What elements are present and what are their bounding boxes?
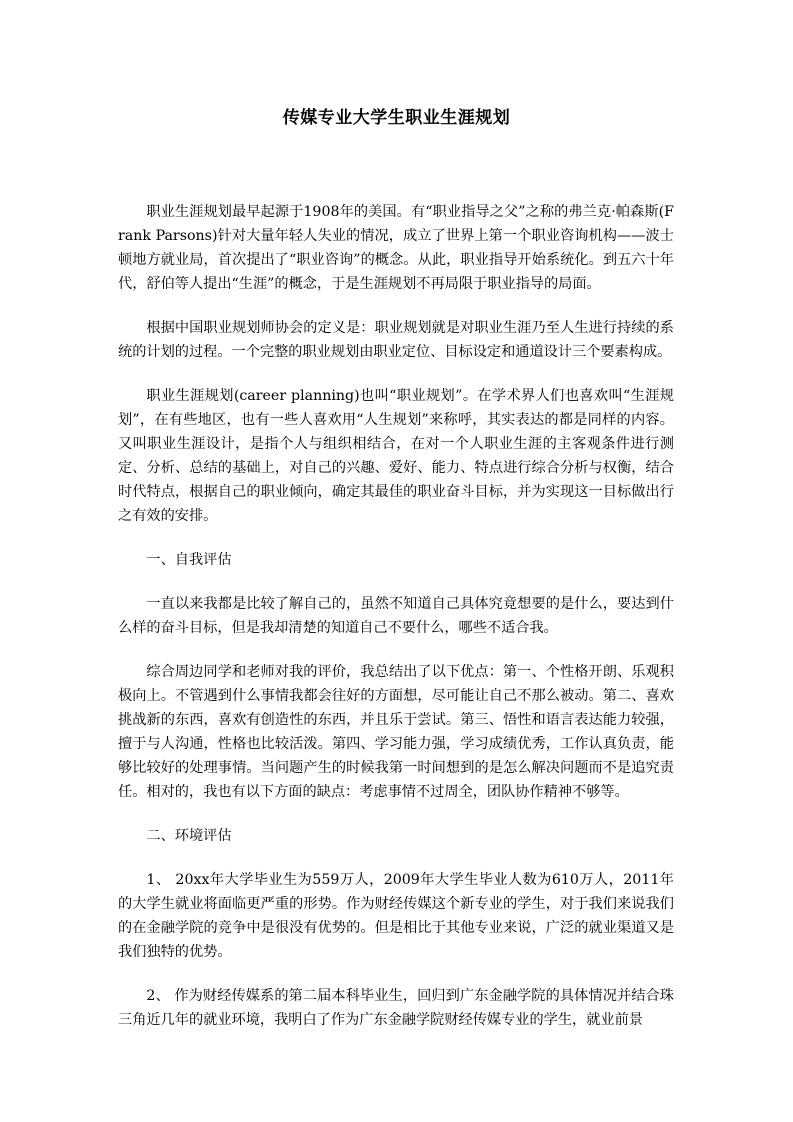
section-heading-self-assessment: 一、自我评估 bbox=[146, 552, 232, 568]
intro-paragraph-1: 职业生涯规划最早起源于1908年的美国。有“职业指导之父”之称的弗兰克·帕森斯(Frank Parsons)针对大量年轻人失业的情况，成立了世界上第一个职业咨询机构——波士顿地方就业局，首次提出了“职业咨询”的概念。从此，职业指导开始系统化。到五六十年代，舒伯等人提出“生涯”的概念，于是生涯规划不再局限于职业指导的局面。 bbox=[118, 204, 674, 292]
section-heading-environment-assessment: 二、环境评估 bbox=[146, 828, 232, 844]
environment-paragraph-2: 2、 作为财经传媒系的第二届本科毕业生，回归到广东金融学院的具体情况并结合珠三角近几年的就业环境，我明白了作为广东金融学院财经传媒专业的学生，就业前景 bbox=[118, 988, 674, 1028]
document-title: 传媒专业大学生职业生涯规划 bbox=[282, 108, 511, 128]
intro-paragraph-2: 根据中国职业规划师协会的定义是：职业规划就是对职业生涯乃至人生进行持续的系统的计划的过程。一个完整的职业规划由职业定位、目标设定和通道设计三个要素构成。 bbox=[118, 320, 674, 360]
document-body bbox=[118, 200, 674, 1052]
environment-paragraph-1: 1、 20xx年大学毕业生为559万人，2009年大学生毕业人数为610万人，2011年的大学生就业将面临更严重的形势。作为财经传媒这个新专业的学生，对于我们来说我们的在金融学院的竞争中是很没有优势的。但是相比于其他专业来说，广泛的就业渠道又是我们独特的优势。 bbox=[118, 872, 674, 960]
self-assessment-paragraph-1: 一直以来我都是比较了解自己的，虽然不知道自己具体究竟想要的是什么，要达到什么样的奋斗目标，但是我却清楚的知道自己不要什么，哪些不适合我。 bbox=[118, 596, 674, 636]
self-assessment-paragraph-2: 综合周边同学和老师对我的评价，我总结出了以下优点：第一、个性格开朗、乐观积极向上。不管遇到什么事情我都会往好的方面想，尽可能让自己不那么被动。第二、喜欢挑战新的东西，喜欢有创造性的东西，并且乐于尝试。第三、悟性和语言表达能力较强，擅于与人沟通，性格也比较活泼。第四、学习能力强，学习成绩优秀，工作认真负责，能够比较好的处理事情。当问题产生的时候我第一时间想到的是怎么解决问题而不是追究责任。相对的，我也有以下方面的缺点：考虑事情不过周全，团队协作精神不够等。 bbox=[118, 664, 674, 800]
intro-paragraph-3: 职业生涯规划(career planning)也叫“职业规划”。在学术界人们也喜欢叫“生涯规划”，在有些地区，也有一些人喜欢用“人生规划”来称呼，其实表达的都是同样的内容。又叫职业生涯设计，是指个人与组织相结合，在对一个人职业生涯的主客观条件进行测定、分析、总结的基础上，对自己的兴趣、爱好、能力、特点进行综合分析与权衡，结合时代特点，根据自己的职业倾向，确定其最佳的职业奋斗目标，并为实现这一目标做出行之有效的安排。 bbox=[118, 388, 674, 524]
